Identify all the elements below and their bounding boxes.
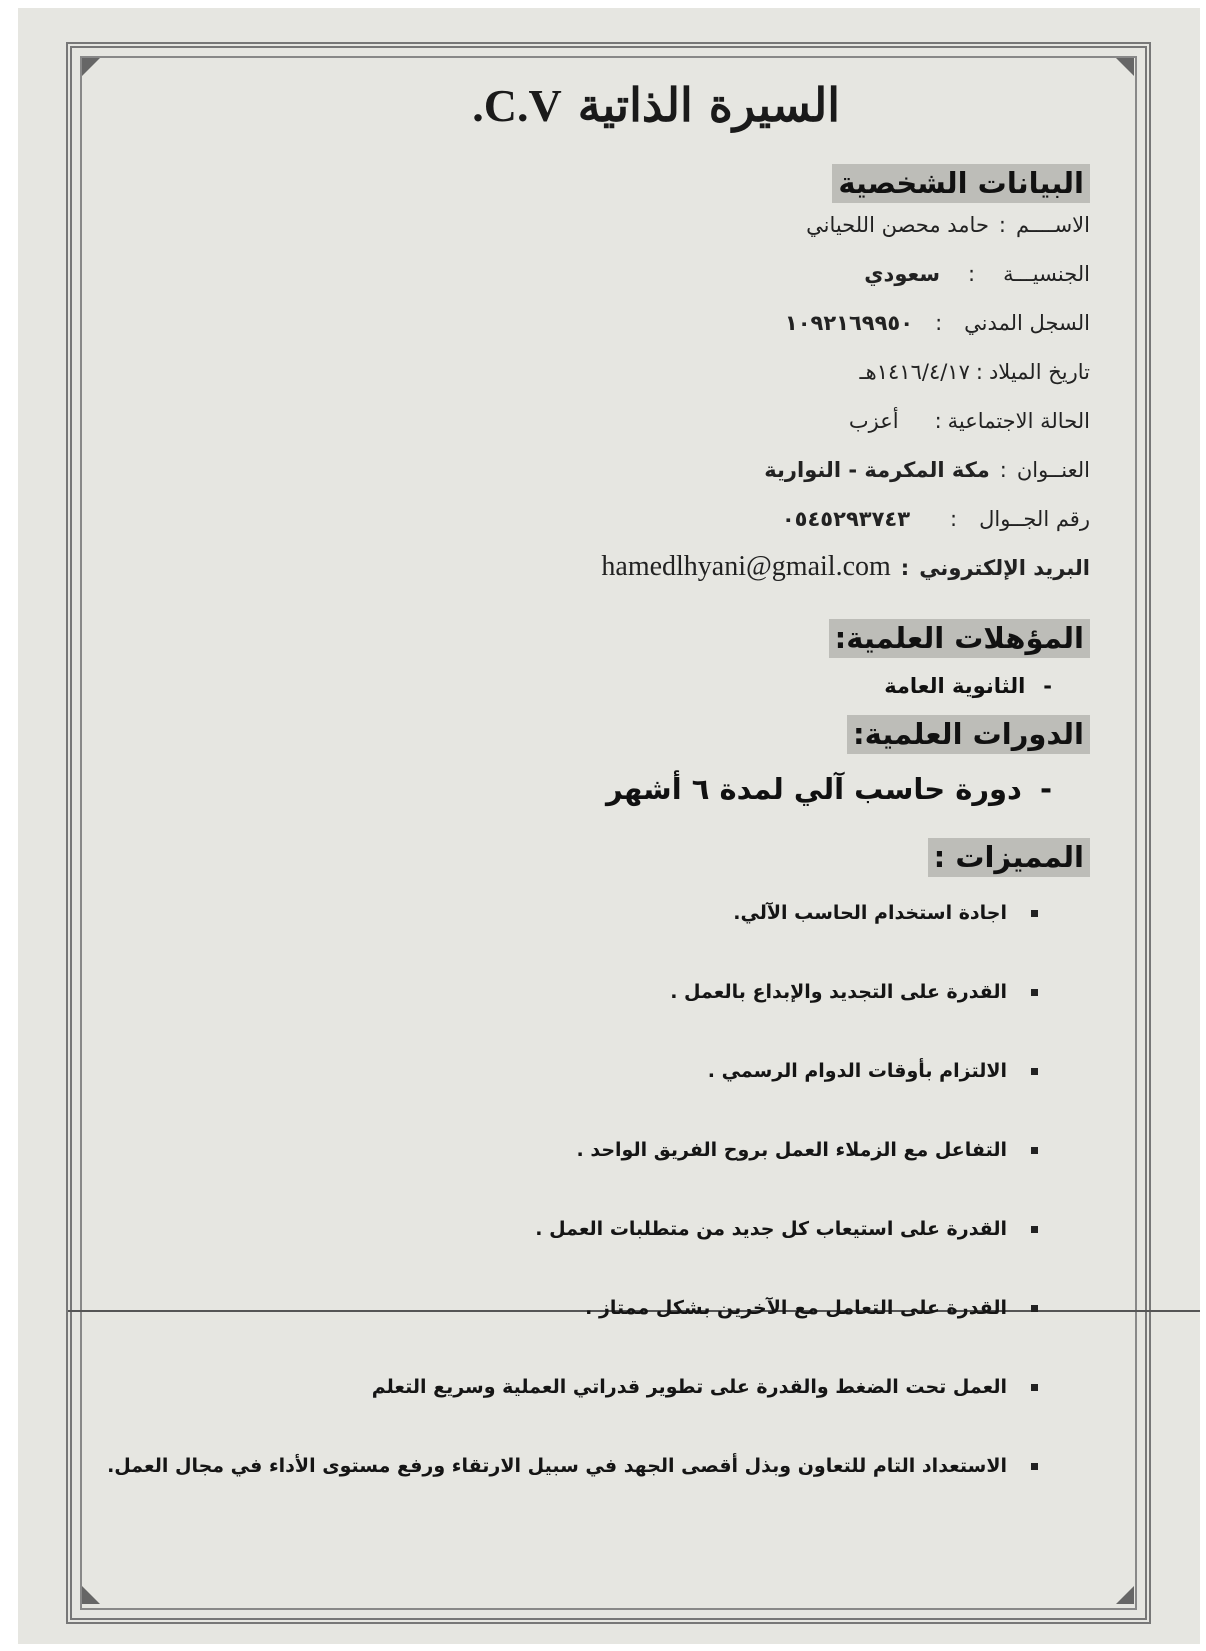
field-separator: : [900, 556, 910, 580]
corner-ornament-bottom-left [82, 1586, 100, 1604]
field-label: الحالة الاجتماعية [947, 409, 1090, 433]
square-bullet-icon [1031, 1226, 1038, 1233]
title-latin: C.V. [472, 80, 562, 131]
courses-heading: الدورات العلمية: [847, 715, 1090, 754]
feature-item [585, 1297, 1038, 1319]
cv-page [18, 8, 1200, 1644]
feature-item [107, 1455, 1038, 1477]
field-separator: : [999, 458, 1007, 482]
corner-ornament-top-left [82, 58, 100, 76]
field-marital-status [849, 409, 1090, 433]
feature-text: اجادة استخدام الحاسب الآلي. [733, 902, 1007, 924]
feature-item [535, 1218, 1038, 1240]
feature-text: التفاعل مع الزملاء العمل بروح الفريق الواحد . [576, 1139, 1007, 1161]
field-separator: : [975, 360, 983, 384]
corner-ornament-bottom-right [1116, 1586, 1134, 1604]
field-value: مكة المكرمة - النوارية [764, 458, 990, 482]
field-separator: : [968, 262, 976, 286]
feature-text: القدرة على التعامل مع الآخرين بشكل ممتاز . [585, 1297, 1007, 1319]
feature-item [708, 1060, 1038, 1082]
field-value: hamedlhyani@gmail.com [601, 551, 891, 582]
field-name [806, 213, 1090, 237]
feature-text: الاستعداد التام للتعاون وبذل أقصى الجهد في سبيل الارتقاء ورفع مستوى الأداء في مجال العمل. [107, 1455, 1007, 1477]
qualification-text: الثانوية العامة [884, 674, 1026, 698]
square-bullet-icon [1031, 1147, 1038, 1154]
square-bullet-icon [1031, 1463, 1038, 1470]
field-label: البريد الإلكتروني [919, 556, 1090, 580]
field-value: ١٠٩٢١٦٩٩٥٠ [784, 311, 914, 335]
personal-heading: البيانات الشخصية [832, 164, 1090, 203]
dash-bullet: - [1039, 772, 1052, 806]
field-separator: : [935, 311, 943, 335]
features-heading: المميزات : [928, 838, 1090, 877]
field-address [764, 458, 1090, 482]
field-separator: : [934, 409, 942, 433]
dash-bullet: - [1043, 674, 1052, 698]
field-value: سعودي [864, 262, 940, 286]
field-value: أعزب [848, 409, 899, 433]
feature-item [577, 1139, 1038, 1161]
corner-ornament-top-right [1116, 58, 1134, 76]
square-bullet-icon [1031, 1384, 1038, 1391]
field-value: ١٤١٦/٤/١٧هـ [859, 360, 970, 384]
square-bullet-icon [1031, 989, 1038, 996]
feature-text: القدرة على التجديد والإبداع بالعمل . [670, 981, 1007, 1003]
qualifications-heading: المؤهلات العلمية: [829, 619, 1090, 658]
field-mobile [782, 507, 1090, 531]
field-birth-date [860, 360, 1090, 384]
square-bullet-icon [1031, 910, 1038, 917]
field-value: حامد محصن اللحياني [806, 213, 989, 237]
field-label: رقم الجــوال [979, 507, 1090, 531]
field-label: تاريخ الميلاد [988, 360, 1090, 384]
field-separator: : [950, 507, 958, 531]
document-title [472, 78, 840, 132]
field-civil-record [785, 311, 1090, 335]
field-nationality [864, 262, 1090, 286]
feature-text: العمل تحت الضغط والقدرة على تطوير قدراتي العملية وسريع التعلم [371, 1376, 1007, 1398]
feature-text: القدرة على استيعاب كل جديد من متطلبات العمل . [535, 1218, 1007, 1240]
field-value: ٠٥٤٥٢٩٣٧٤٣ [781, 507, 911, 531]
field-label: السجل المدني [964, 311, 1090, 335]
field-separator: : [998, 213, 1006, 237]
feature-text: الالتزام بأوقات الدوام الرسمي . [707, 1060, 1007, 1082]
feature-item [372, 1376, 1038, 1398]
field-label: الاســــم [1016, 213, 1090, 237]
course-text: دورة حاسب آلي لمدة ٦ أشهر [606, 772, 1022, 806]
field-label: الجنسيـــة [1003, 262, 1090, 286]
feature-item [670, 981, 1038, 1003]
field-email [601, 551, 1090, 583]
field-label: العنــوان [1016, 458, 1090, 482]
title-arabic: السيرة الذاتية [577, 78, 840, 132]
square-bullet-icon [1031, 1068, 1038, 1075]
course-item [606, 772, 1052, 806]
qualification-item [884, 674, 1052, 698]
square-bullet-icon [1031, 1305, 1038, 1312]
feature-item [733, 902, 1038, 924]
